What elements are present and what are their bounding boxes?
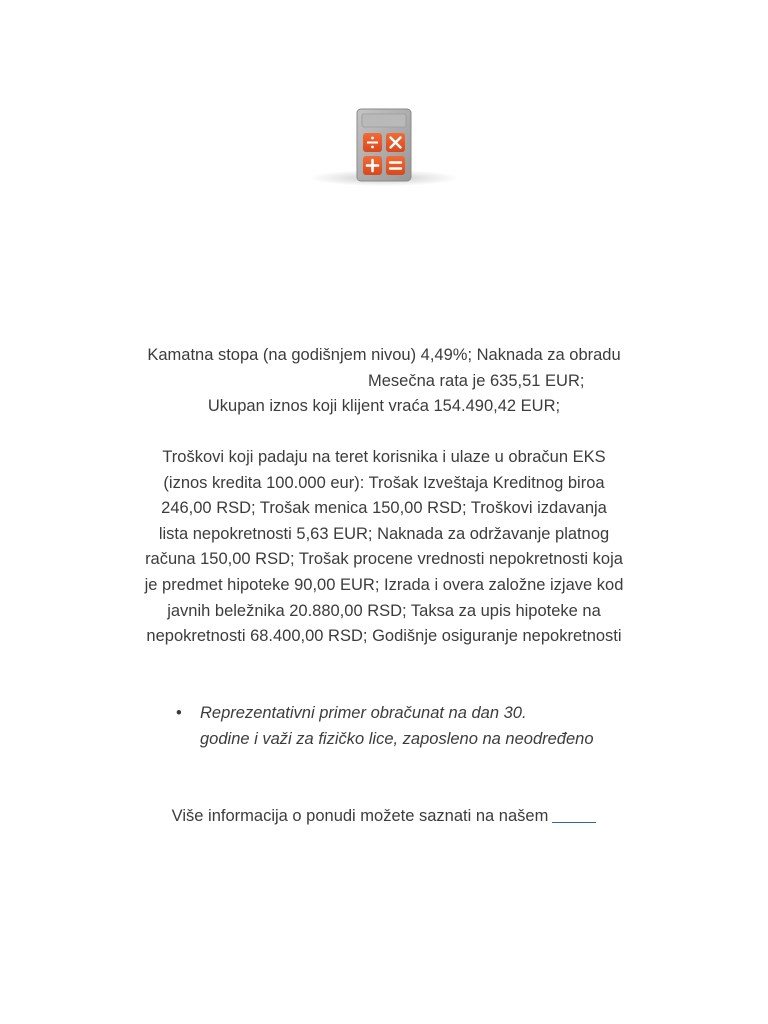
more-info-line [0,803,768,829]
costs-line: računa 150,00 RSD; Trošak procene vrednosti nepokretnosti koja [145,550,623,569]
more-info-text: Više informacija o ponudi možete saznati na našem [171,807,549,825]
costs-line: (iznos kredita 100.000 eur): Trošak Izveštaja Kreditnog biroa [163,473,605,492]
loan-summary [120,343,648,420]
bullet-marker: • [176,704,182,722]
costs-line: javnih beležnika 20.880,00 RSD; Taksa za upis hipoteke na [167,601,601,620]
costs-line: lista nepokretnosti 5,63 EUR; Naknada za održavanje platnog [158,524,610,543]
costs-line: je predmet hipoteke 90,00 EUR; Izrada i overa založne izjave kod [144,575,624,594]
summary-line-monthly: Mesečna rata je 635,51 EUR; [368,371,585,390]
website-link[interactable] [552,804,596,823]
costs-paragraph [120,445,648,650]
summary-line-total: Ukupan iznos koji klijent vraća 154.490,42 EUR; [207,397,561,416]
bullet-text [200,700,594,752]
bullet-line: godine i važi za fizičko lice, zaposleno na neodređeno [200,730,594,748]
costs-line: Troškovi koji padaju na teret korisnika i ulaze u obračun EKS [162,448,606,466]
summary-line-interest: Kamatna stopa (na godišnjem nivou) 4,49%; Naknada za obradu [147,346,621,364]
calculator-illustration [310,104,458,188]
bullet-line: Reprezentativni primer obračunat na dan 30. [200,704,527,722]
costs-line: 246,00 RSD; Trošak menica 150,00 RSD; Troškovi izdavanja [161,499,607,518]
costs-line: nepokretnosti 68.400,00 RSD; Godišnje osiguranje nepokretnosti [146,627,622,646]
calculator-icon [356,108,412,182]
